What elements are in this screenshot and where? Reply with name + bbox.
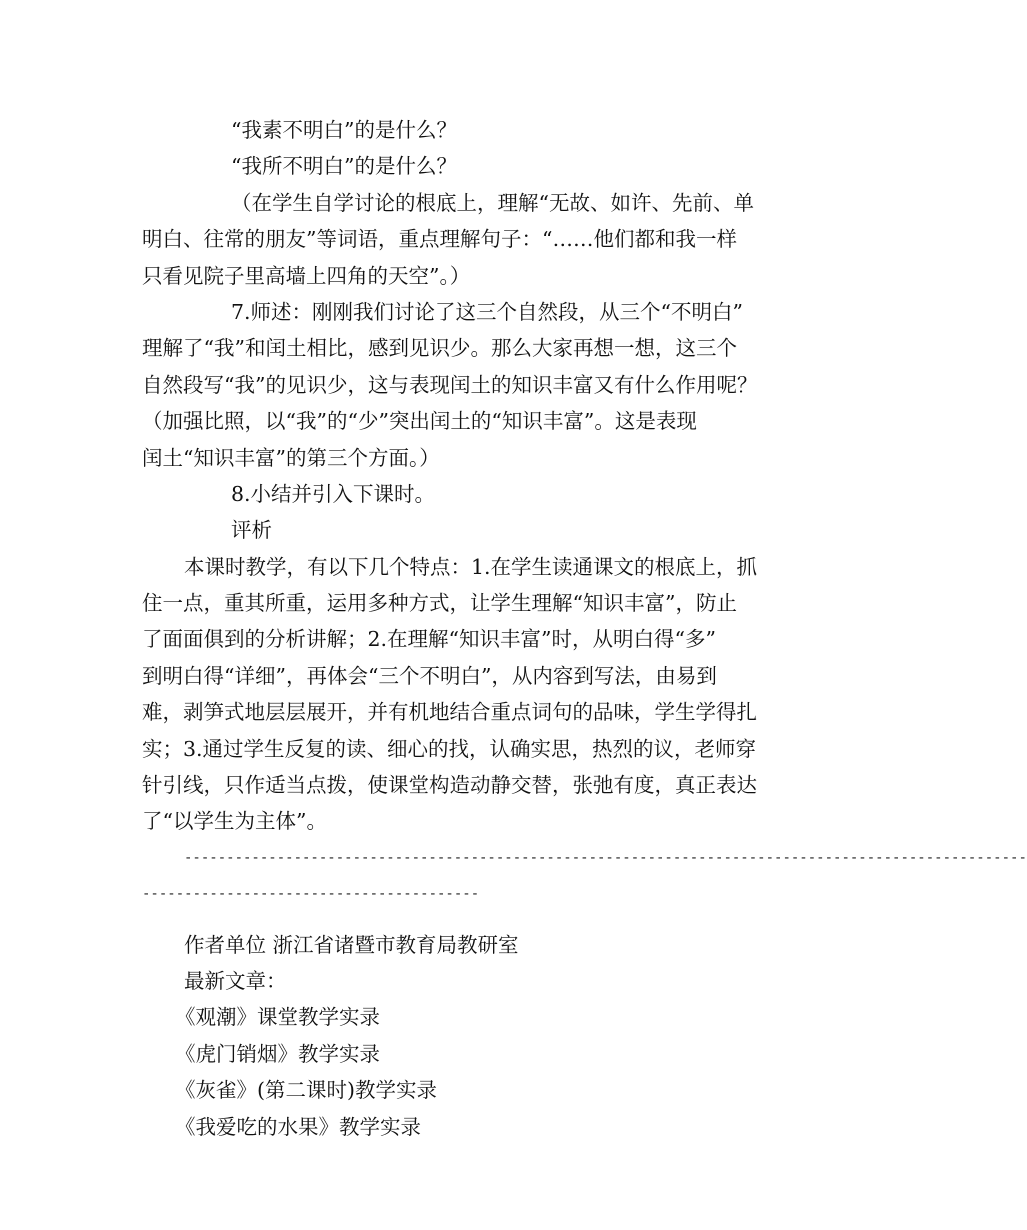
analysis-heading: 评析	[231, 518, 272, 543]
separator-line: ----------------------------------------------------------------------------------------------------	[184, 849, 1027, 866]
author-unit: 作者单位 浙江省诸暨市教育局教研室	[184, 932, 519, 957]
question-line: “我素不明白”的是什么？	[231, 118, 457, 142]
analysis-line: 了“以学生为主体”。	[142, 809, 327, 834]
analysis-line: 本课时教学，有以下几个特点：1.在学生读通课文的根底上，抓	[184, 554, 758, 579]
step7-line: 理解了“我”和闰土相比，感到见识少。那么大家再想一想，这三个	[142, 336, 737, 361]
question-line: “我所不明白”的是什么？	[231, 154, 457, 179]
article-link[interactable]: 《灰雀》(第二课时)教学实录	[175, 1078, 437, 1103]
spacer	[142, 913, 822, 927]
article-link[interactable]: 《虎门销烟》教学实录	[175, 1041, 380, 1066]
analysis-line: 了面面俱到的分析讲解；2.在理解“知识丰富”时，从明白得“多”	[142, 627, 716, 652]
article-link[interactable]: 《我爱吃的水果》教学实录	[175, 1114, 421, 1139]
step7-line: 7.师述：刚刚我们讨论了这三个自然段，从三个“不明白”	[231, 299, 744, 324]
note-line: 明白、往常的朋友”等词语，重点理解句子：“……他们都和我一样	[142, 227, 737, 252]
latest-articles-label: 最新文章：	[184, 968, 287, 993]
step8-line: 8.小结并引入下课时。	[231, 481, 436, 506]
analysis-line: 实；3.通过学生反复的读、细心的找，认确实思，热烈的议，老师穿	[142, 736, 757, 761]
note-line: （在学生自学讨论的根底上，理解“无故、如许、先前、单	[231, 190, 754, 215]
separator-line: ----------------------------------------	[142, 886, 480, 903]
note-line: 只看见院子里高墙上四角的天空”。）	[142, 263, 471, 288]
analysis-line: 到明白得“详细”，再体会“三个不明白”，从内容到写法，由易到	[142, 663, 717, 688]
document-body	[142, 112, 1027, 1145]
analysis-line: 住一点，重其所重，运用多种方式，让学生理解“知识丰富”，防止	[142, 591, 737, 616]
step7-line: （加强比照，以“我”的“少”突出闰土的“知识丰富”。这是表现	[142, 409, 697, 434]
article-link[interactable]: 《观潮》课堂教学实录	[175, 1005, 380, 1030]
analysis-line: 针引线，只作适当点拨，使课堂构造动静交替，张弛有度，真正表达	[142, 773, 757, 798]
step7-line: 自然段写“我”的见识少，这与表现闰土的知识丰富又有什么作用呢？	[142, 372, 758, 397]
step7-line: 闰土“知识丰富”的第三个方面。）	[142, 445, 440, 470]
analysis-line: 难，剥笋式地层层展开，并有机地结合重点词句的品味，学生学得扎	[142, 700, 757, 725]
